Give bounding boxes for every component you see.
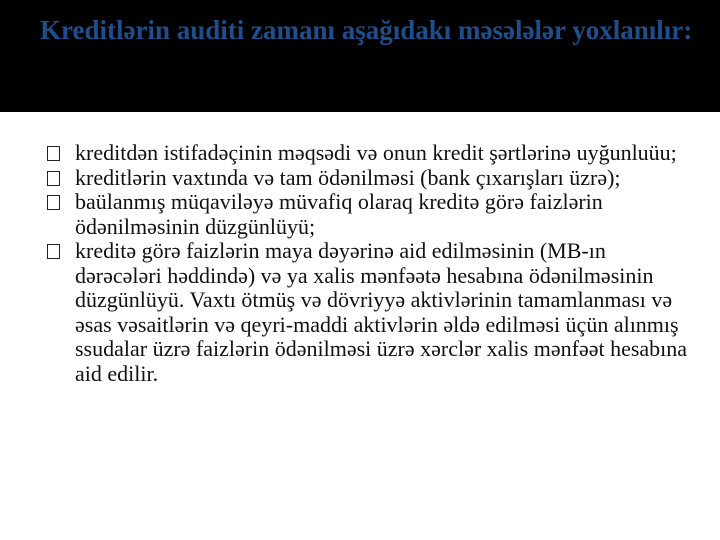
slide-title: Kreditlərin auditi zamanı aşağıdakı məsələlər yoxlanılır: bbox=[40, 15, 693, 45]
bullet-text: kreditə görə faizlərin maya dəyərinə aid edilməsinin (MB-ın dərəcələri həddində) və ya xalis mənfəətə hesabına ödənilməsinin düzgünlüyü. Vaxtı ötmüş və dövriyyə aktivlərinin tamamlanması və əsas vəsaitlərin və qeyri-maddi aktivlərin əldə edilməsi üçün alınmış ssudalar üzrə faizlərin ödənilməsi üzrə xərclər xalis mənfəət hesabına aid edilir. bbox=[75, 238, 688, 386]
bullet-item bbox=[44, 166, 694, 191]
box-bullet-icon bbox=[47, 244, 60, 259]
bullet-text: kreditlərin vaxtında və tam ödənilməsi (bank çıxarışları üzrə); bbox=[75, 164, 621, 190]
box-bullet-icon bbox=[47, 146, 60, 161]
title-band bbox=[0, 0, 720, 112]
bullet-item bbox=[44, 239, 694, 386]
box-bullet-icon bbox=[47, 171, 60, 186]
bullet-text: baülanmış müqaviləyə müvafiq olaraq kreditə görə faizlərin ödənilməsinin düzgünlüyü; bbox=[75, 189, 603, 239]
bullet-item bbox=[44, 190, 694, 239]
bullet-item bbox=[44, 141, 694, 166]
bullet-list bbox=[44, 141, 694, 386]
bullet-text: kreditdən istifadəçinin məqsədi və onun kredit şərtlərinə uyğunluüu; bbox=[75, 140, 677, 165]
box-bullet-icon bbox=[47, 195, 60, 210]
